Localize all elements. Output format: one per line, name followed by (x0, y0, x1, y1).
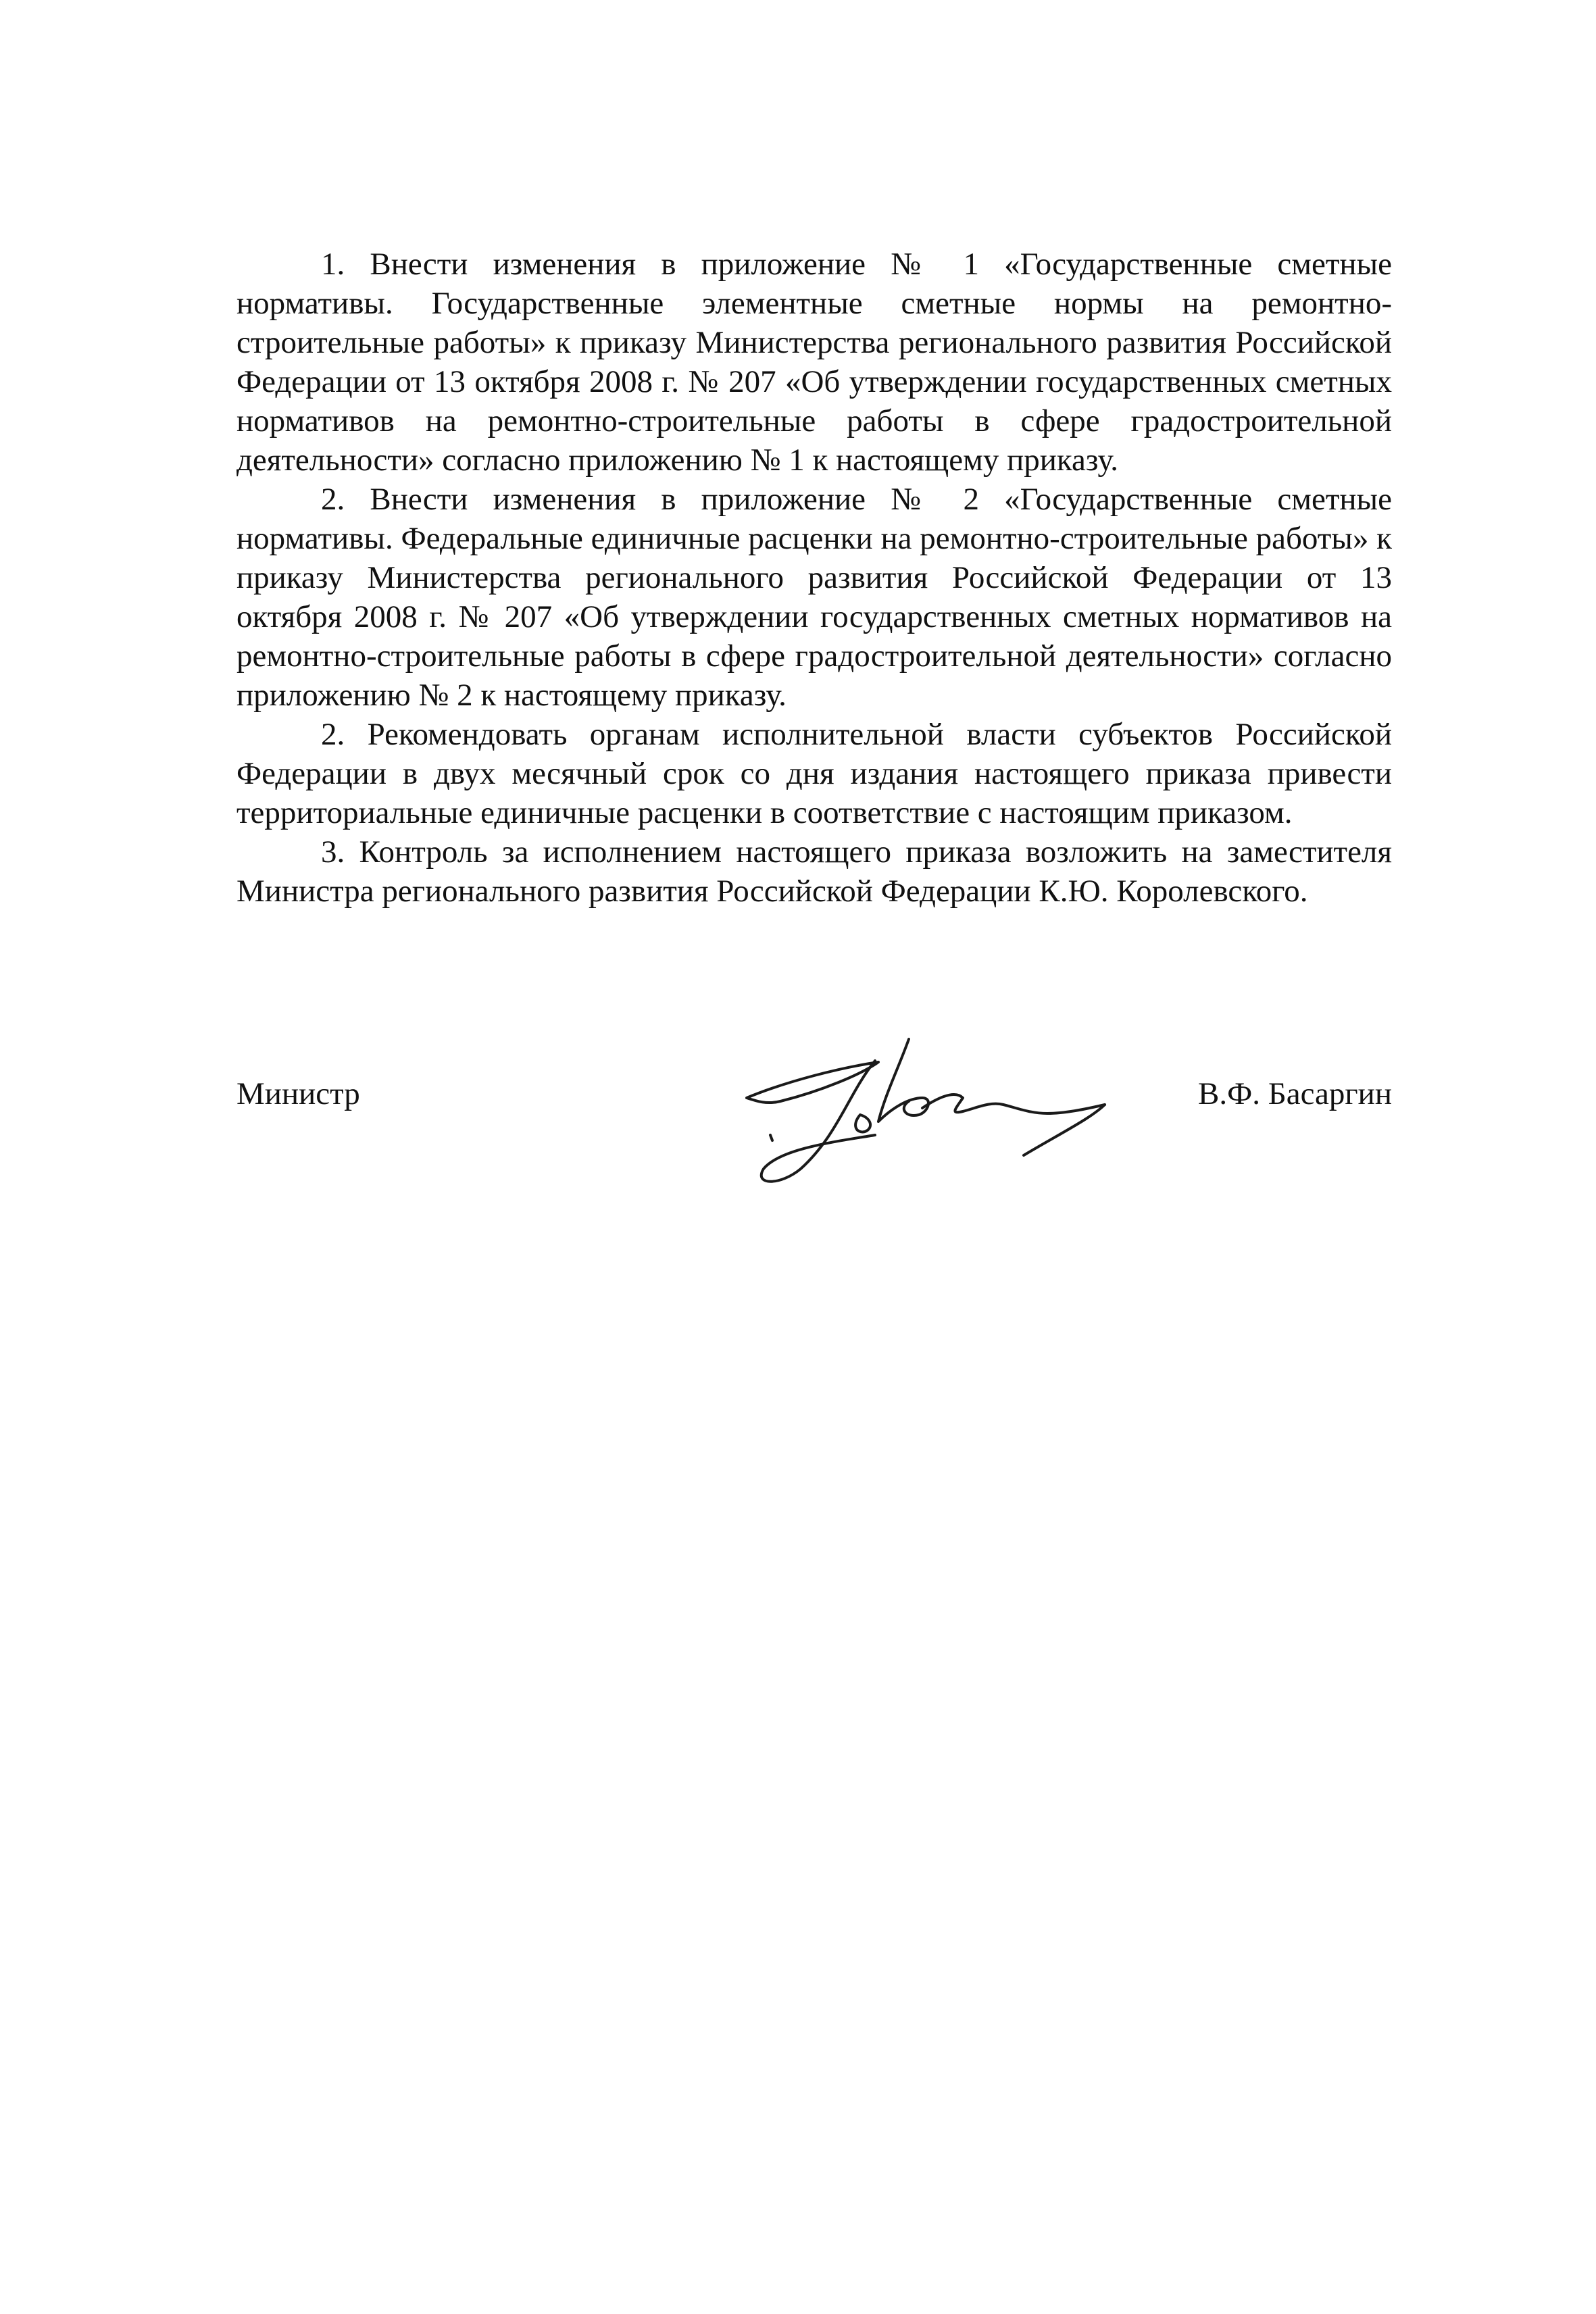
paragraph-1: 1. Внести изменения в приложение № 1 «Государственные сметные нормативы. Государственные элементные сметные нормы на ремонтно-строительные работы» к приказу Министерства регионального развития Российской Федерации от 13 октября 2008 г. № 207 «Об утверждении государственных сметных нормативов на ремонтно-строительные работы в сфере градостроительной деятельности» согласно приложению № 1 к настоящему приказу. (236, 247, 1392, 478)
paragraph-2: 2. Внести изменения в приложение № 2 «Государственные сметные нормативы. Федеральные единичные расценки на ремонтно-строительные работы» к приказу Министерства регионального развития Российской Федерации от 13 октября 2008 г. № 207 «Об утверждении государственных сметных нормативов на ремонтно-строительные работы в сфере градостроительной деятельности» согласно приложению № 2 к настоящему приказу. (236, 482, 1392, 713)
paragraph-3: 2. Рекомендовать органам исполнительной власти субъектов Российской Федерации в двух месячный срок со дня издания настоящего приказа привести территориальные единичные расценки в соответствие с настоящим приказом. (236, 717, 1392, 830)
paragraph-4: 3. Контроль за исполнением настоящего приказа возложить на заместителя Министра регионального развития Российской Федерации К.Ю. Королевского. (236, 834, 1392, 909)
signature-block (236, 1074, 1392, 1243)
handwritten-signature (740, 1034, 1118, 1189)
document-body (236, 245, 1392, 911)
signer-name: В.Ф. Басаргин (1198, 1076, 1392, 1111)
signer-role: Министр (236, 1076, 360, 1111)
